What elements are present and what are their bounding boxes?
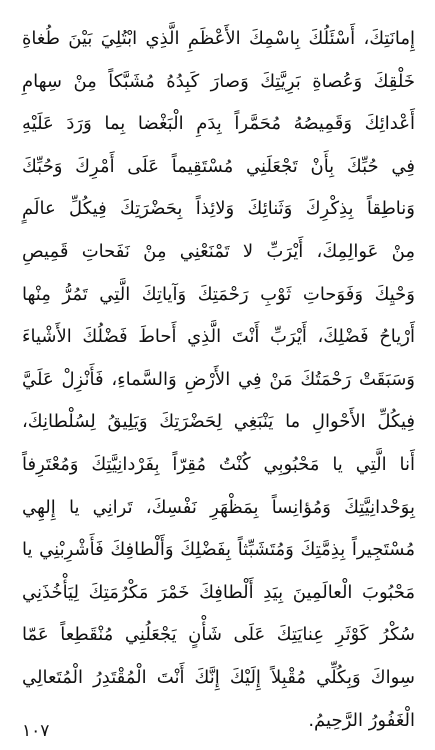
text-line: فِي حُبِّكَ بِأَنْ تَجْعَلَنِي مُسْتَقِيماً عَلَى أَمْرِكَ وَحُبِّكَ <box>22 155 415 177</box>
text-line: خَلْقِكَ وَعُصاةِ بَرِيَّتِكَ وَصارَ كَبِدُهُ مُشَبَّكاً مِنْ سِهامِ <box>22 70 415 92</box>
text-line: إِمانَتِكَ، أَسْئَلُكَ بِاسْمِكَ الأَعْظَمِ الَّذِي ابْتُلِيَ بَيْنَ طُغاةِ <box>22 28 415 49</box>
text-line: بِوَحْدانِيَّتِكَ وَمُؤانِساً بِمَظْهَرِ نَفْسِكَ، تَرانِي يا إِلهِي <box>22 496 415 518</box>
text-line: أَعْدائِكَ وَقَمِيصُهُ مُحَمَّراً بِدَمِ الْبَغْضا بِما وَرَدَ عَلَيْهِ <box>22 113 415 135</box>
page-number: ١٠٧ <box>22 721 50 741</box>
text-line: سُكْرُ كَوْثَرِ عِنايَتِكَ عَلَى شَأْنٍ يَجْعَلُنِي مُنْقَطِعاً عَمّا <box>22 624 415 646</box>
text-line: فِيكُلِّ الأَحْوالِ ما يَنْبَغِي لِحَضْرَتِكَ وَيَلِيقُ لِسُلْطانِكَ، <box>22 411 415 433</box>
text-line: الْغَفُورُ الرَّحِيمُ. <box>308 709 415 731</box>
prayer-text <box>22 18 415 742</box>
text-line: سِواكَ وَبِكُلِّي مُقْبِلاً إِلَيْكَ إِنَّكَ أَنْتَ الْمُقْتَدِرُ الْمُتَعالِي <box>22 666 415 688</box>
text-line: مِنْ عَوالِمِكَ، أَيْرَبِّ لا تَمْنَعْنِي مِنْ نَفَحاتِ قَمِيصِ <box>22 240 415 262</box>
text-line: وَسَبَقَتْ رَحْمَتُكَ مَنْ فِي الأَرْضِ وَالسَّماءِ، فَأَنْزِلْ عَلَيَّ <box>22 368 415 390</box>
text-line: أَرْياحُ فَضْلِكَ، أَيْرَبِّ أَنْتَ الَّذِي أَحاطَ فَضْلُكَ الأَشْياءَ <box>22 326 415 348</box>
text-line: مُسْتَجِيراً بِذِمَّتِكَ وَمُتَشَبِّثاً بِفَضْلِكَ وَأَلْطافِكَ فَأَشْرِبْنِي يا <box>22 539 415 561</box>
text-line: مَحْبُوبَ الْعالَمِينَ بِيَدِ أَلْطافِكَ خَمْرَ مَكْرُمَتِكَ لِيَأْخُذَنِي <box>22 581 415 603</box>
text-line: أَنا الَّتِي يا مَحْبُوبِي كُنْتُ مُقِرّاً بِفَرْدانِيَّتِكَ وَمُعْتَرِفاً <box>22 453 415 475</box>
text-line: وَناطِقاً بِذِكْرِكَ وَثَنائِكَ وَلائِذاً بِحَضْرَتِكَ فِيكُلِّ عالَمٍ <box>22 198 415 220</box>
text-line: وَحْيِكَ وَفَوَحاتِ ثَوْبِ رَحْمَتِكَ وَآياتِكَ الَّتِي تَمُرُّ مِنْها <box>22 283 415 305</box>
